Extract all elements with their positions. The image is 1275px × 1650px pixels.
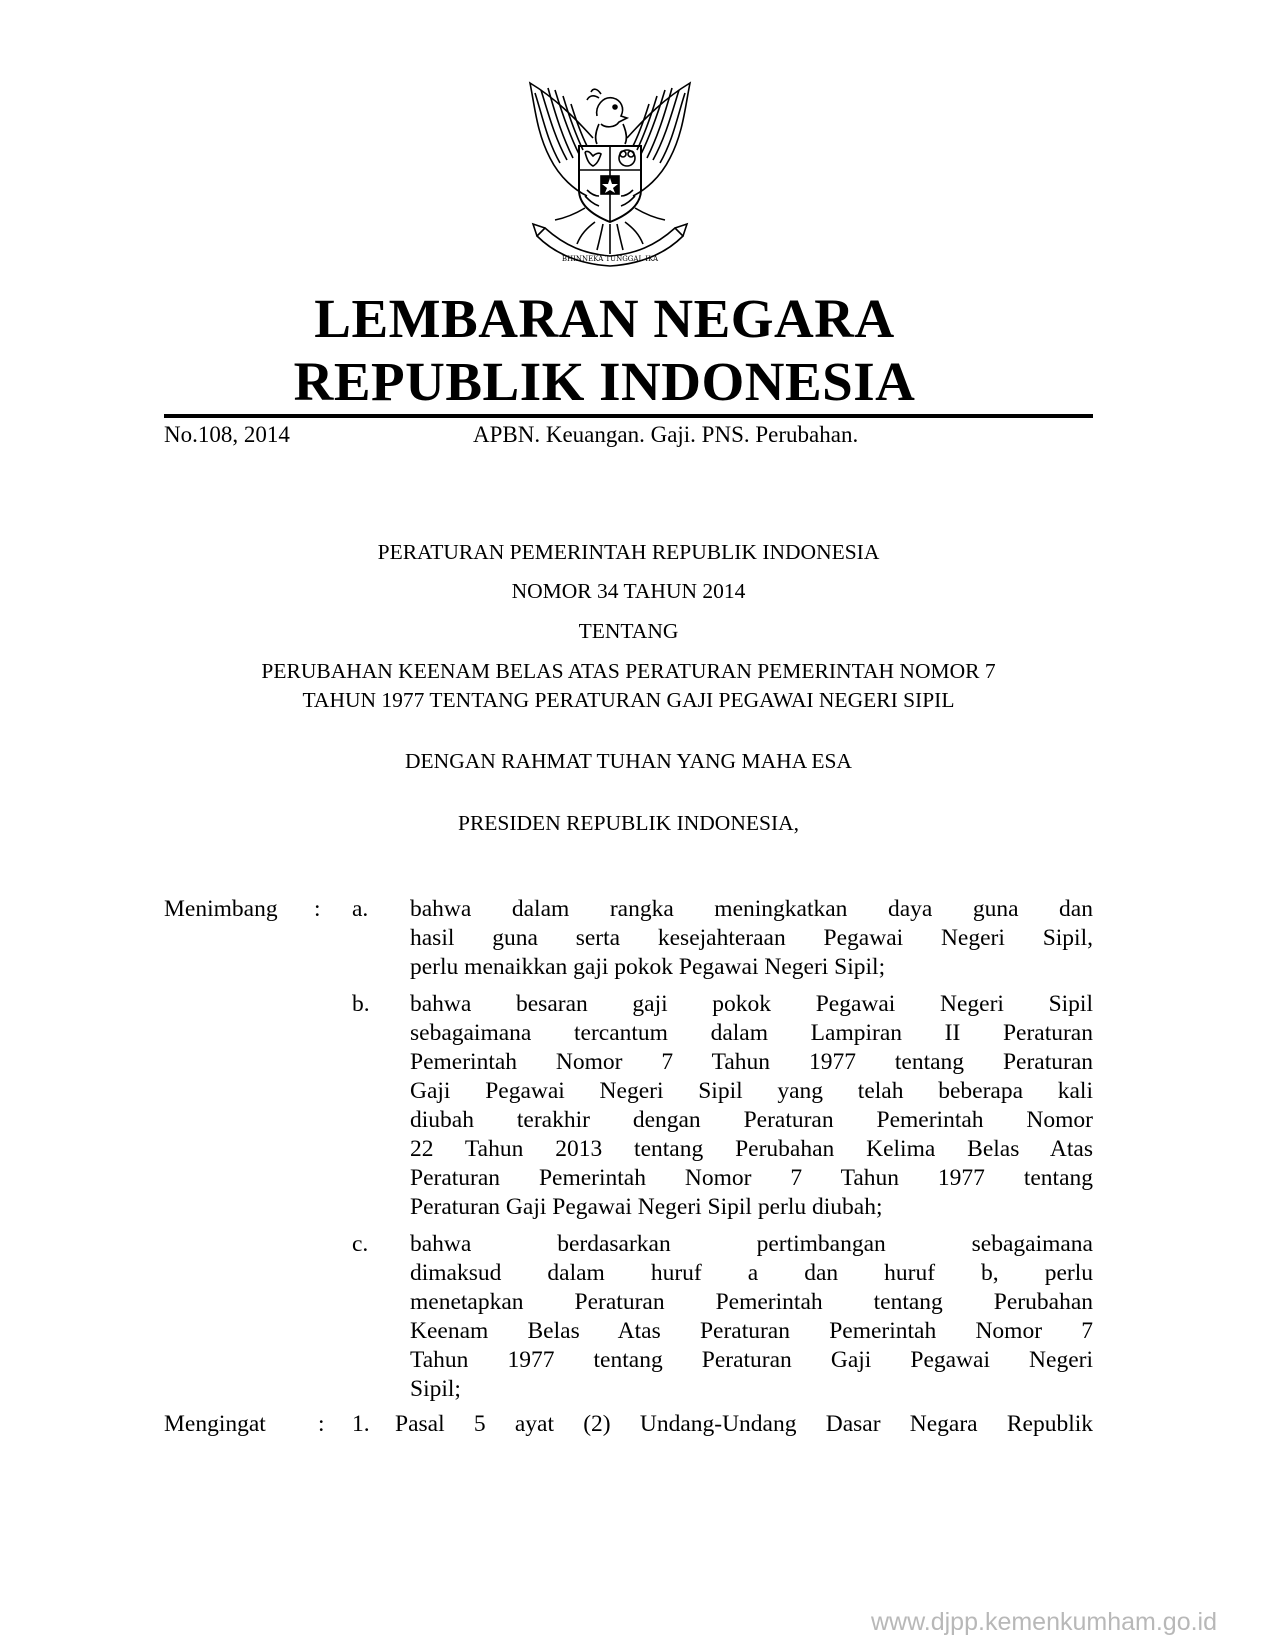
recalling-item-1 xyxy=(395,1410,1093,1439)
emblem-motto: BHINNEKA TUNGGAL IKA xyxy=(561,255,659,263)
considering-item-b-line: sebagaimana tercantum dalam Lampiran II Peraturan xyxy=(410,1020,1093,1046)
considering-item-c-line: Keenam Belas Atas Peraturan Pemerintah Nomor 7 xyxy=(410,1318,1093,1344)
recalling-item-1-line: Pasal 5 ayat (2) Undang-Undang Dasar Negara Republik xyxy=(395,1411,1093,1437)
masthead-title-line2: REPUBLIK INDONESIA xyxy=(293,351,916,412)
considering-item-a-line: hasil guna serta kesejahteraan Pegawai Negeri Sipil, xyxy=(410,925,1093,951)
considering-item-c-marker: c. xyxy=(352,1231,369,1257)
considering-item-b-line: 22 Tahun 2013 tentang Perubahan Kelima Belas Atas xyxy=(410,1136,1093,1162)
blessing-line: DENGAN RAHMAT TUHAN YANG MAHA ESA xyxy=(405,749,852,773)
considering-item-b-line: Peraturan Pemerintah Nomor 7 Tahun 1977 tentang xyxy=(410,1165,1093,1191)
considering-colon: : xyxy=(314,896,321,922)
garuda-pancasila-emblem-icon xyxy=(515,78,705,270)
regulation-about: TENTANG xyxy=(578,619,679,643)
recalling-colon: : xyxy=(318,1411,325,1437)
masthead-divider xyxy=(164,414,1093,418)
gazette-subject: APBN. Keuangan. Gaji. PNS. Perubahan. xyxy=(473,422,859,447)
considering-item-c-line: Sipil; xyxy=(410,1376,461,1402)
regulation-title-line1: PERUBAHAN KEENAM BELAS ATAS PERATURAN PEMERINTAH NOMOR 7 xyxy=(261,659,996,683)
considering-item-b-line: Pemerintah Nomor 7 Tahun 1977 tentang Peraturan xyxy=(410,1049,1093,1075)
considering-item-b-line: bahwa besaran gaji pokok Pegawai Negeri Sipil xyxy=(410,991,1093,1017)
considering-item-c xyxy=(410,1230,1093,1404)
considering-item-a-line: perlu menaikkan gaji pokok Pegawai Negeri Sipil; xyxy=(410,954,886,980)
considering-item-b-line: Gaji Pegawai Negeri Sipil yang telah beberapa kali xyxy=(410,1078,1093,1104)
considering-item-a-line: bahwa dalam rangka meningkatkan daya guna dan xyxy=(410,896,1093,922)
considering-item-c-line: Tahun 1977 tentang Peraturan Gaji Pegawai Negeri xyxy=(410,1347,1093,1373)
considering-item-c-line: menetapkan Peraturan Pemerintah tentang Perubahan xyxy=(410,1289,1093,1315)
considering-item-c-line: bahwa berdasarkan pertimbangan sebagaimana xyxy=(410,1231,1093,1257)
recalling-item-1-marker: 1. xyxy=(352,1411,370,1437)
gazette-number: No.108, 2014 xyxy=(164,422,290,447)
regulation-title-line2: TAHUN 1977 TENTANG PERATURAN GAJI PEGAWAI NEGERI SIPIL xyxy=(302,688,955,712)
considering-item-b-line: diubah terakhir dengan Peraturan Pemerintah Nomor xyxy=(410,1107,1093,1133)
considering-label: Menimbang xyxy=(164,896,278,922)
considering-item-b-line: Peraturan Gaji Pegawai Negeri Sipil perlu diubah; xyxy=(410,1194,883,1220)
considering-item-a xyxy=(410,895,1093,982)
recalling-label: Mengingat xyxy=(164,1411,266,1437)
website-watermark: www.djpp.kemenkumham.go.id xyxy=(871,1608,1217,1636)
president-line: PRESIDEN REPUBLIK INDONESIA, xyxy=(457,811,800,835)
masthead-title-line1: LEMBARAN NEGARA xyxy=(314,288,895,349)
regulation-heading: PERATURAN PEMERINTAH REPUBLIK INDONESIA xyxy=(377,540,880,564)
considering-item-a-marker: a. xyxy=(352,896,369,922)
regulation-number: NOMOR 34 TAHUN 2014 xyxy=(511,579,746,603)
considering-item-c-line: dimaksud dalam huruf a dan huruf b, perlu xyxy=(410,1260,1093,1286)
considering-item-b-marker: b. xyxy=(352,991,370,1017)
considering-item-b xyxy=(410,990,1093,1222)
